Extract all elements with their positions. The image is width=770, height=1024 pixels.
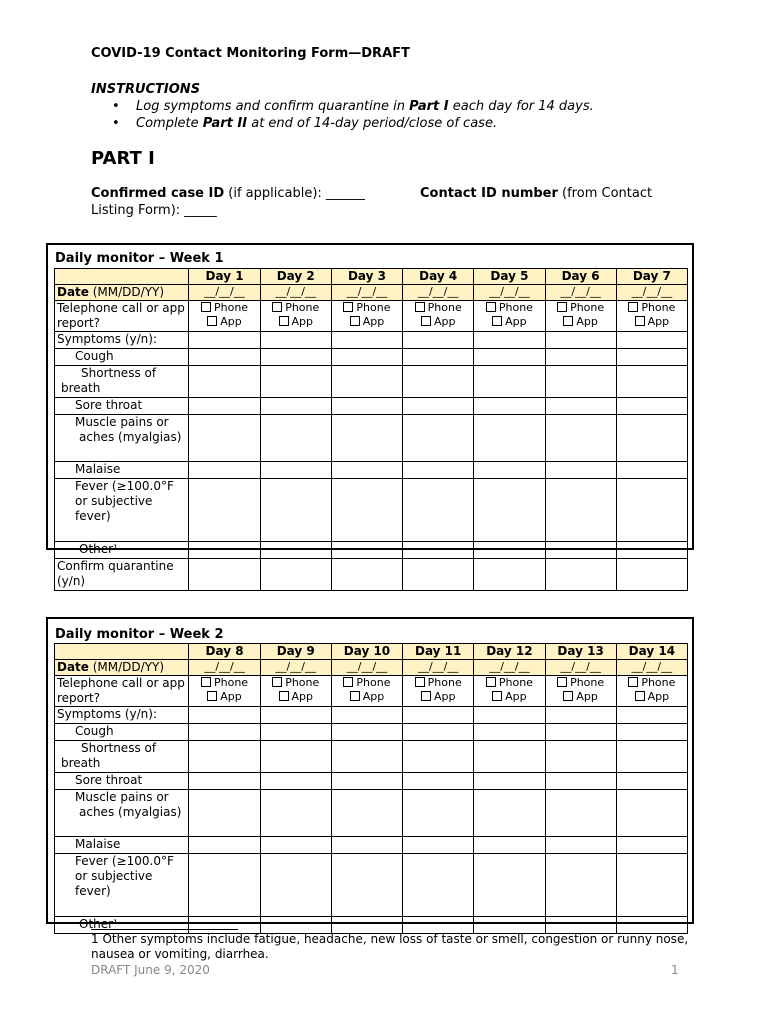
- entry-cell[interactable]: [260, 837, 331, 854]
- day-header: Day 6: [545, 269, 616, 285]
- checkbox-icon[interactable]: [415, 677, 425, 687]
- entry-cell[interactable]: [331, 724, 402, 741]
- report-method-cell: [474, 301, 545, 332]
- phone-option[interactable]: [191, 301, 257, 315]
- entry-cell[interactable]: [260, 349, 331, 366]
- row-label-malaise: Malaise: [55, 837, 189, 854]
- contact-id-field[interactable]: [420, 185, 652, 202]
- entry-cell[interactable]: [189, 917, 260, 934]
- entry-cell[interactable]: [474, 790, 545, 837]
- report-method-cell: [403, 676, 474, 707]
- app-option[interactable]: [548, 690, 614, 704]
- day-header: Day 8: [189, 644, 260, 660]
- entry-cell[interactable]: [260, 415, 331, 462]
- entry-cell[interactable]: [616, 542, 687, 559]
- phone-label: Phone: [427, 301, 462, 314]
- app-option[interactable]: [191, 690, 257, 704]
- date-entry[interactable]: __/__/__: [331, 660, 402, 676]
- entry-cell[interactable]: [260, 366, 331, 398]
- date-entry[interactable]: __/__/__: [474, 285, 545, 301]
- phone-option[interactable]: [548, 301, 614, 315]
- instructions-heading: INSTRUCTIONS: [91, 82, 201, 97]
- checkbox-icon[interactable]: [279, 316, 289, 326]
- phone-label: Phone: [570, 676, 605, 689]
- instructions-list: [112, 98, 594, 132]
- entry-cell[interactable]: [403, 707, 474, 724]
- week1-title: Daily monitor – Week 1: [55, 251, 224, 266]
- phone-option[interactable]: [405, 301, 471, 315]
- entry-cell[interactable]: [403, 462, 474, 479]
- app-label: App: [291, 315, 313, 328]
- phone-option[interactable]: [263, 676, 329, 690]
- checkbox-icon[interactable]: [492, 691, 502, 701]
- entry-cell[interactable]: [616, 479, 687, 542]
- entry-cell[interactable]: [331, 332, 402, 349]
- entry-cell[interactable]: [616, 854, 687, 917]
- phone-option[interactable]: [619, 676, 685, 690]
- phone-option[interactable]: [476, 301, 542, 315]
- row-label-sore-throat: Sore throat: [55, 398, 189, 415]
- page-number: 1: [671, 963, 679, 977]
- footnote-rule: [91, 929, 238, 930]
- entry-cell[interactable]: [189, 415, 260, 462]
- header-blank: [55, 644, 189, 660]
- case-id-note: (if applicable): ______: [224, 186, 365, 201]
- app-option[interactable]: [263, 690, 329, 704]
- instruction-item: [112, 98, 594, 115]
- checkbox-icon[interactable]: [350, 691, 360, 701]
- checkbox-icon[interactable]: [486, 302, 496, 312]
- phone-option[interactable]: [263, 301, 329, 315]
- entry-cell[interactable]: [189, 707, 260, 724]
- entry-cell[interactable]: [260, 542, 331, 559]
- instruction-bold: Part II: [202, 116, 248, 131]
- date-label-note: (MM/DD/YY): [88, 285, 165, 299]
- app-label: App: [576, 690, 598, 703]
- date-label-note: (MM/DD/YY): [88, 660, 165, 674]
- phone-option[interactable]: [476, 676, 542, 690]
- day-header: Day 1: [189, 269, 260, 285]
- entry-cell[interactable]: [474, 349, 545, 366]
- entry-cell[interactable]: [545, 559, 616, 591]
- entry-cell[interactable]: [545, 415, 616, 462]
- entry-cell[interactable]: [403, 398, 474, 415]
- app-option[interactable]: [334, 315, 400, 329]
- entry-cell[interactable]: [616, 707, 687, 724]
- contact-id-label: Contact ID number: [420, 186, 558, 201]
- entry-cell[interactable]: [616, 349, 687, 366]
- checkbox-icon[interactable]: [557, 302, 567, 312]
- entry-cell[interactable]: [189, 790, 260, 837]
- app-label: App: [220, 315, 242, 328]
- entry-cell[interactable]: [616, 366, 687, 398]
- entry-cell[interactable]: [616, 917, 687, 934]
- row-label-other: Other¹: [55, 917, 189, 934]
- entry-cell[interactable]: [474, 479, 545, 542]
- day-header: Day 10: [331, 644, 402, 660]
- app-option[interactable]: [619, 690, 685, 704]
- entry-cell[interactable]: [545, 773, 616, 790]
- phone-label: Phone: [570, 301, 605, 314]
- entry-cell[interactable]: [474, 559, 545, 591]
- instruction-text: Complete: [136, 116, 203, 131]
- entry-cell[interactable]: [545, 332, 616, 349]
- row-label-confirm: Confirm quarantine (y/n): [55, 559, 189, 591]
- report-method-cell: [260, 676, 331, 707]
- entry-cell[interactable]: [403, 366, 474, 398]
- checkbox-icon[interactable]: [272, 677, 282, 687]
- report-method-cell: [545, 676, 616, 707]
- entry-cell[interactable]: [616, 462, 687, 479]
- checkbox-icon[interactable]: [635, 316, 645, 326]
- app-option[interactable]: [476, 315, 542, 329]
- contact-id-continued: Listing Form): _____: [91, 203, 217, 218]
- date-entry[interactable]: __/__/__: [260, 285, 331, 301]
- entry-cell[interactable]: [331, 837, 402, 854]
- entry-cell[interactable]: [331, 366, 402, 398]
- entry-cell[interactable]: [403, 724, 474, 741]
- report-method-cell: [331, 676, 402, 707]
- checkbox-icon[interactable]: [343, 302, 353, 312]
- entry-cell[interactable]: [260, 707, 331, 724]
- day-header: Day 3: [331, 269, 402, 285]
- id-fields: [91, 185, 691, 219]
- checkbox-icon[interactable]: [486, 677, 496, 687]
- week2-table: [54, 643, 688, 934]
- app-label: App: [576, 315, 598, 328]
- phone-option[interactable]: [334, 301, 400, 315]
- date-label: [55, 660, 189, 676]
- contact-id-note: (from Contact: [557, 186, 653, 201]
- day-header: Day 12: [474, 644, 545, 660]
- entry-cell[interactable]: [616, 398, 687, 415]
- date-entry[interactable]: __/__/__: [403, 660, 474, 676]
- entry-cell[interactable]: [403, 479, 474, 542]
- entry-cell[interactable]: [545, 398, 616, 415]
- entry-cell[interactable]: [189, 398, 260, 415]
- app-label: App: [647, 315, 670, 328]
- report-method-cell: [616, 676, 687, 707]
- entry-cell[interactable]: [616, 790, 687, 837]
- entry-cell[interactable]: [260, 462, 331, 479]
- entry-cell[interactable]: [189, 479, 260, 542]
- checkbox-icon[interactable]: [201, 677, 211, 687]
- checkbox-icon[interactable]: [628, 302, 638, 312]
- app-option[interactable]: [619, 315, 685, 329]
- entry-cell[interactable]: [260, 332, 331, 349]
- entry-cell[interactable]: [616, 559, 687, 591]
- date-entry[interactable]: __/__/__: [260, 660, 331, 676]
- checkbox-icon[interactable]: [628, 677, 638, 687]
- app-label: App: [291, 690, 313, 703]
- phone-label: Phone: [498, 676, 533, 689]
- app-option[interactable]: [405, 690, 471, 704]
- entry-cell[interactable]: [545, 349, 616, 366]
- entry-cell[interactable]: [189, 724, 260, 741]
- date-entry[interactable]: __/__/__: [331, 285, 402, 301]
- date-entry[interactable]: __/__/__: [616, 285, 687, 301]
- instruction-text: Log symptoms and confirm quarantine in: [136, 99, 410, 114]
- report-method-cell: [260, 301, 331, 332]
- entry-cell[interactable]: [545, 542, 616, 559]
- entry-cell[interactable]: [545, 790, 616, 837]
- report-method-cell: [331, 301, 402, 332]
- row-label-shortness: Shortness of breath: [55, 741, 189, 773]
- week2-title: Daily monitor – Week 2: [55, 627, 224, 642]
- entry-cell[interactable]: [331, 854, 402, 917]
- entry-cell[interactable]: [189, 332, 260, 349]
- date-entry[interactable]: __/__/__: [545, 285, 616, 301]
- checkbox-icon[interactable]: [415, 302, 425, 312]
- entry-cell[interactable]: [474, 854, 545, 917]
- app-label: App: [362, 315, 385, 328]
- report-method-label: Telephone call or app report?: [55, 301, 189, 332]
- entry-cell[interactable]: [331, 542, 402, 559]
- entry-cell[interactable]: [331, 559, 402, 591]
- entry-cell[interactable]: [331, 398, 402, 415]
- checkbox-icon[interactable]: [563, 691, 573, 701]
- phone-option[interactable]: [334, 676, 400, 690]
- entry-cell[interactable]: [403, 773, 474, 790]
- entry-cell[interactable]: [616, 415, 687, 462]
- phone-label: Phone: [213, 676, 249, 689]
- phone-label: Phone: [285, 676, 320, 689]
- entry-cell[interactable]: [260, 724, 331, 741]
- entry-cell[interactable]: [331, 415, 402, 462]
- app-label: App: [647, 690, 670, 703]
- phone-label: Phone: [356, 676, 391, 689]
- app-option[interactable]: [476, 690, 542, 704]
- day-header: Day 13: [545, 644, 616, 660]
- footnote: 1 Other symptoms include fatigue, headache, new loss of taste or smell, congestion or runny nose, nausea or vomiting, diarrhea.: [91, 932, 689, 961]
- entry-cell[interactable]: [331, 479, 402, 542]
- checkbox-icon[interactable]: [201, 302, 211, 312]
- entry-cell[interactable]: [189, 559, 260, 591]
- day-header: Day 9: [260, 644, 331, 660]
- report-method-cell: [189, 301, 260, 332]
- entry-cell[interactable]: [474, 917, 545, 934]
- entry-cell[interactable]: [403, 415, 474, 462]
- phone-label: Phone: [356, 301, 391, 314]
- date-label: [55, 285, 189, 301]
- checkbox-icon[interactable]: [279, 691, 289, 701]
- entry-cell[interactable]: [403, 741, 474, 773]
- checkbox-icon[interactable]: [343, 677, 353, 687]
- entry-cell[interactable]: [260, 479, 331, 542]
- app-label: App: [505, 315, 527, 328]
- row-label-symptoms: Symptoms (y/n):: [55, 707, 189, 724]
- entry-cell[interactable]: [474, 707, 545, 724]
- row-label-muscle: Muscle pains or aches (myalgias): [55, 790, 189, 837]
- report-method-cell: [189, 676, 260, 707]
- phone-option[interactable]: [405, 676, 471, 690]
- app-label: App: [362, 690, 385, 703]
- entry-cell[interactable]: [474, 462, 545, 479]
- entry-cell[interactable]: [403, 837, 474, 854]
- report-method-cell: [403, 301, 474, 332]
- report-method-cell: [545, 301, 616, 332]
- row-label-shortness: Shortness of breath: [55, 366, 189, 398]
- row-label-fever: Fever (≥100.0°F or subjective fever): [55, 479, 189, 542]
- checkbox-icon[interactable]: [421, 691, 431, 701]
- phone-label: Phone: [427, 676, 462, 689]
- date-label-bold: Date: [57, 660, 89, 674]
- entry-cell[interactable]: [403, 917, 474, 934]
- phone-label: Phone: [641, 301, 676, 314]
- entry-cell[interactable]: [260, 398, 331, 415]
- entry-cell[interactable]: [616, 332, 687, 349]
- date-entry[interactable]: __/__/__: [403, 285, 474, 301]
- checkbox-icon[interactable]: [492, 316, 502, 326]
- app-option[interactable]: [405, 315, 471, 329]
- entry-cell[interactable]: [474, 366, 545, 398]
- app-label: App: [433, 315, 456, 328]
- app-label: App: [220, 690, 242, 703]
- header-blank: [55, 269, 189, 285]
- row-label-other: Other¹: [55, 542, 189, 559]
- entry-cell[interactable]: [403, 790, 474, 837]
- instruction-text: at end of 14-day period/close of case.: [247, 116, 498, 131]
- app-label: App: [433, 690, 456, 703]
- instruction-bold: Part I: [409, 99, 449, 114]
- row-label-cough: Cough: [55, 724, 189, 741]
- phone-label: Phone: [641, 676, 676, 689]
- checkbox-icon[interactable]: [207, 691, 217, 701]
- checkbox-icon[interactable]: [207, 316, 217, 326]
- row-label-sore-throat: Sore throat: [55, 773, 189, 790]
- phone-label: Phone: [285, 301, 320, 314]
- entry-cell[interactable]: [189, 854, 260, 917]
- phone-option[interactable]: [191, 676, 257, 690]
- checkbox-icon[interactable]: [635, 691, 645, 701]
- day-header: Day 14: [616, 644, 687, 660]
- app-option[interactable]: [334, 690, 400, 704]
- phone-label: Phone: [213, 301, 249, 314]
- entry-cell[interactable]: [616, 773, 687, 790]
- entry-cell[interactable]: [189, 837, 260, 854]
- entry-cell[interactable]: [331, 773, 402, 790]
- entry-cell[interactable]: [189, 741, 260, 773]
- entry-cell[interactable]: [616, 837, 687, 854]
- row-label-cough: Cough: [55, 349, 189, 366]
- entry-cell[interactable]: [616, 724, 687, 741]
- day-header: Day 7: [616, 269, 687, 285]
- entry-cell[interactable]: [474, 837, 545, 854]
- entry-cell[interactable]: [331, 707, 402, 724]
- entry-cell[interactable]: [260, 773, 331, 790]
- entry-cell[interactable]: [403, 854, 474, 917]
- phone-label: Phone: [498, 301, 533, 314]
- report-method-cell: [474, 676, 545, 707]
- entry-cell[interactable]: [616, 741, 687, 773]
- entry-cell[interactable]: [331, 349, 402, 366]
- entry-cell[interactable]: [331, 741, 402, 773]
- entry-cell[interactable]: [474, 773, 545, 790]
- checkbox-icon[interactable]: [272, 302, 282, 312]
- instruction-item: [112, 115, 594, 132]
- entry-cell[interactable]: [189, 542, 260, 559]
- checkbox-icon[interactable]: [350, 316, 360, 326]
- day-header: Day 5: [474, 269, 545, 285]
- checkbox-icon[interactable]: [557, 677, 567, 687]
- entry-cell[interactable]: [260, 790, 331, 837]
- entry-cell[interactable]: [331, 917, 402, 934]
- app-label: App: [505, 690, 527, 703]
- entry-cell[interactable]: [545, 854, 616, 917]
- entry-cell[interactable]: [545, 917, 616, 934]
- entry-cell[interactable]: [189, 366, 260, 398]
- row-label-malaise: Malaise: [55, 462, 189, 479]
- entry-cell[interactable]: [545, 707, 616, 724]
- instruction-text: each day for 14 days.: [448, 99, 594, 114]
- day-header: Day 4: [403, 269, 474, 285]
- entry-cell[interactable]: [260, 854, 331, 917]
- date-entry[interactable]: __/__/__: [545, 660, 616, 676]
- entry-cell[interactable]: [474, 724, 545, 741]
- day-header: Day 11: [403, 644, 474, 660]
- row-label-muscle: Muscle pains or aches (myalgias): [55, 415, 189, 462]
- entry-cell[interactable]: [474, 741, 545, 773]
- app-option[interactable]: [548, 315, 614, 329]
- entry-cell[interactable]: [189, 349, 260, 366]
- entry-cell[interactable]: [331, 790, 402, 837]
- entry-cell[interactable]: [403, 349, 474, 366]
- checkbox-icon[interactable]: [421, 316, 431, 326]
- entry-cell[interactable]: [403, 559, 474, 591]
- entry-cell[interactable]: [260, 559, 331, 591]
- app-option[interactable]: [263, 315, 329, 329]
- date-entry[interactable]: __/__/__: [189, 285, 260, 301]
- row-label-fever: Fever (≥100.0°F or subjective fever): [55, 854, 189, 917]
- date-entry[interactable]: __/__/__: [189, 660, 260, 676]
- day-header: Day 2: [260, 269, 331, 285]
- phone-option[interactable]: [619, 301, 685, 315]
- date-entry[interactable]: __/__/__: [474, 660, 545, 676]
- entry-cell[interactable]: [189, 773, 260, 790]
- footer-date: DRAFT June 9, 2020: [91, 963, 210, 977]
- entry-cell[interactable]: [260, 917, 331, 934]
- date-label-bold: Date: [57, 285, 89, 299]
- row-label-symptoms: Symptoms (y/n):: [55, 332, 189, 349]
- entry-cell[interactable]: [545, 462, 616, 479]
- entry-cell[interactable]: [545, 724, 616, 741]
- entry-cell[interactable]: [474, 398, 545, 415]
- entry-cell[interactable]: [545, 741, 616, 773]
- entry-cell[interactable]: [474, 542, 545, 559]
- entry-cell[interactable]: [474, 332, 545, 349]
- report-method-cell: [616, 301, 687, 332]
- entry-cell[interactable]: [260, 741, 331, 773]
- case-id-label: Confirmed case ID: [91, 186, 225, 201]
- entry-cell[interactable]: [403, 332, 474, 349]
- entry-cell[interactable]: [545, 479, 616, 542]
- entry-cell[interactable]: [545, 837, 616, 854]
- entry-cell[interactable]: [331, 462, 402, 479]
- form-title: COVID-19 Contact Monitoring Form—DRAFT: [91, 46, 410, 61]
- entry-cell[interactable]: [189, 462, 260, 479]
- entry-cell[interactable]: [403, 542, 474, 559]
- entry-cell[interactable]: [545, 366, 616, 398]
- checkbox-icon[interactable]: [563, 316, 573, 326]
- date-entry[interactable]: __/__/__: [616, 660, 687, 676]
- part-heading: PART I: [91, 148, 155, 169]
- report-method-label: Telephone call or app report?: [55, 676, 189, 707]
- app-option[interactable]: [191, 315, 257, 329]
- entry-cell[interactable]: [474, 415, 545, 462]
- week1-table: [54, 268, 688, 591]
- phone-option[interactable]: [548, 676, 614, 690]
